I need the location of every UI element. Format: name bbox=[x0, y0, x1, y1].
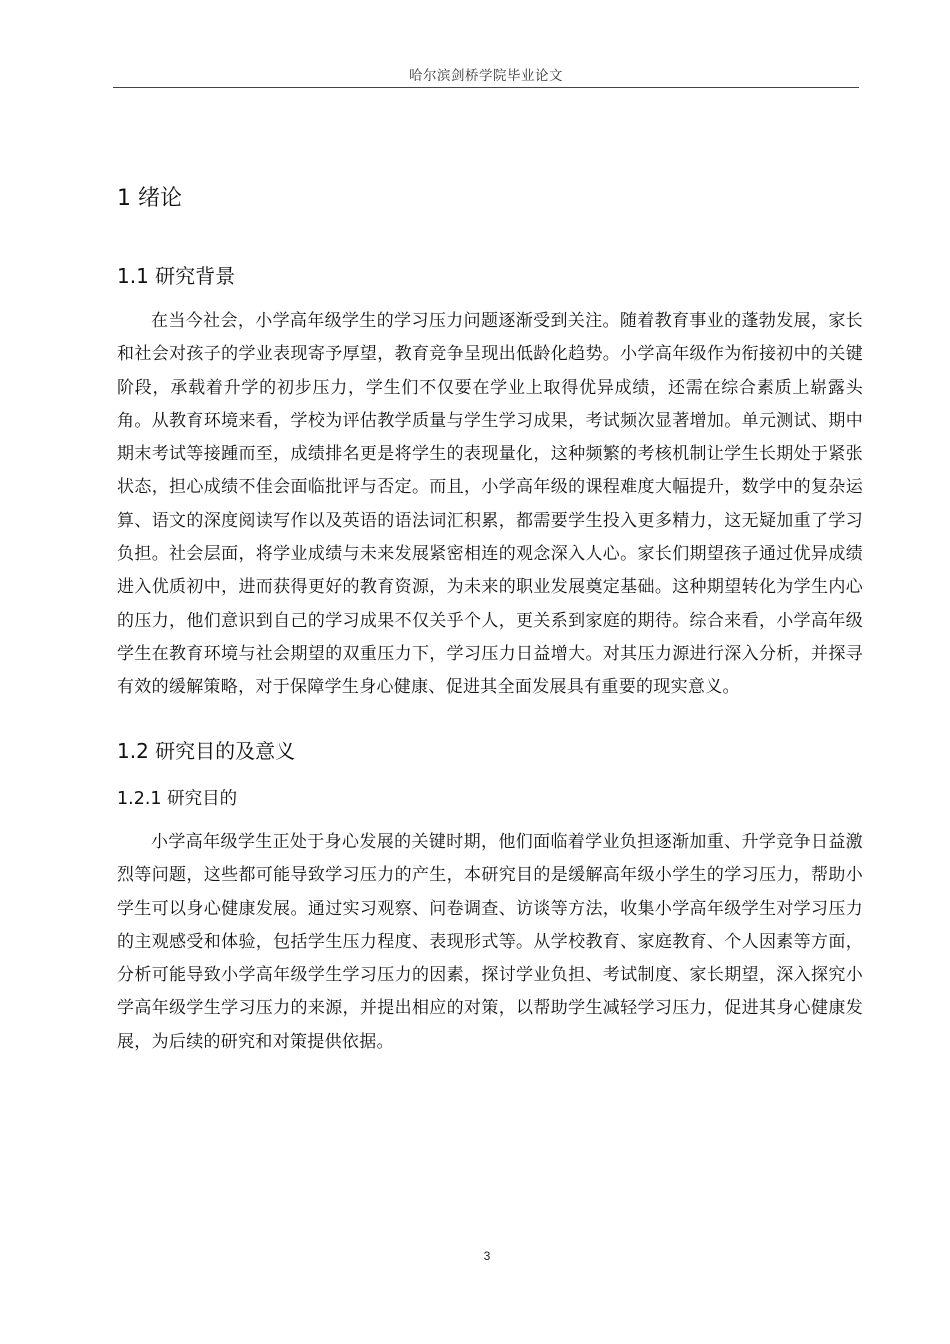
page-header-title: 哈尔滨剑桥学院毕业论文 bbox=[409, 68, 563, 84]
background-paragraph: 在当今社会，小学高年级学生的学习压力问题逐渐受到关注。随着教育事业的蓬勃发展，家长和社会对孩子的学业表现寄予厚望，教育竞争呈现出低龄化趋势。小学高年级作为衔接初中的关键阶段，承载着升学的初步压力，学生们不仅要在学业上取得优异成绩，还需在综合素质上崭露头角。从教育环境来看，学校为评估教学质量与学生学习成果，考试频次显著增加。单元测试、期中期末考试等接踵而至，成绩排名更是将学生的表现量化，这种频繁的考核机制让学生长期处于紧张状态，担心成绩不佳会面临批评与否定。而且，小学高年级的课程难度大幅提升，数学中的复杂运算、语文的深度阅读写作以及英语的语法词汇积累，都需要学生投入更多精力，这无疑加重了学习负担。社会层面，将学业成绩与未来发展紧密相连的观念深入人心。家长们期望孩子通过优异成绩进入优质初中，进而获得更好的教育资源，为未来的职业发展奠定基础。这种期望转化为学生内心的压力，他们意识到自己的学习成果不仅关乎个人，更关系到家庭的期待。综合来看，小学高年级学生在教育环境与社会期望的双重压力下，学习压力日益增大。对其压力源进行深入分析，并探寻有效的缓解策略，对于保障学生身心健康、促进其全面发展具有重要的现实意义。 bbox=[117, 311, 863, 698]
section-heading-purpose-significance: 1.2 研究目的及意义 bbox=[117, 739, 296, 763]
page-number: 3 bbox=[483, 1249, 491, 1263]
header-divider bbox=[113, 87, 859, 88]
purpose-paragraph: 小学高年级学生正处于身心发展的关键时期，他们面临着学业负担逐渐加重、升学竞争日益激烈等问题，这些都可能导致学习压力的产生，本研究目的是缓解高年级小学生的学习压力，帮助小学生可以身心健康发展。通过实习观察、问卷调查、访谈等方法，收集小学高年级学生对学习压力的主观感受和体验，包括学生压力程度、表现形式等。从学校教育、家庭教育、个人因素等方面，分析可能导致小学高年级学生学习压力的因素，探讨学业负担、考试制度、家长期望，深入探究小学高年级学生学习压力的来源，并提出相应的对策，以帮助学生减轻学习压力，促进其身心健康发展，为后续的研究和对策提供依据。 bbox=[117, 832, 863, 1052]
section-heading-background: 1.1 研究背景 bbox=[117, 264, 236, 288]
subsection-heading-purpose: 1.2.1 研究目的 bbox=[117, 789, 238, 809]
chapter-heading: 1 绪论 bbox=[117, 186, 182, 211]
